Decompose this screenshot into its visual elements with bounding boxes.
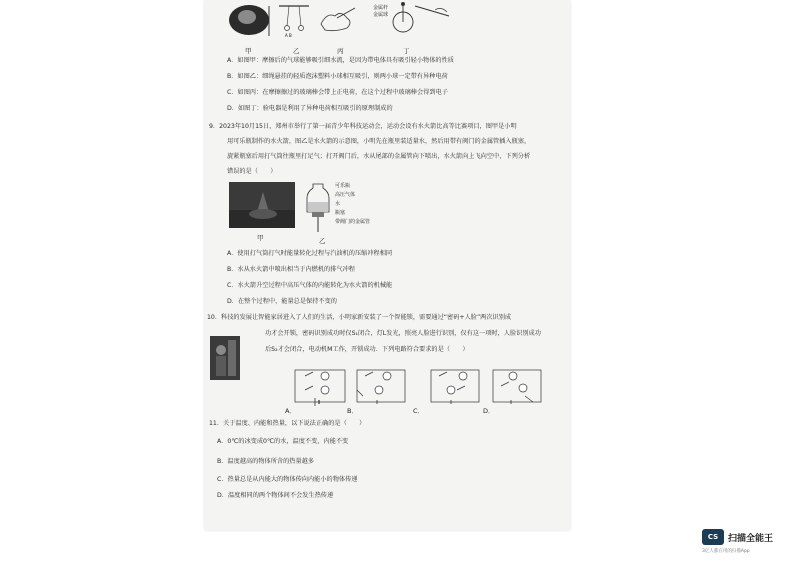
q11-option-a: A．0℃的冰变成0℃的水，温度不变，内能不变 <box>217 438 349 445</box>
q9-stem-line-2: 用可乐瓶制作的水火箭，图乙是水火箭的示意图，小明先在瓶里装适量水，然后用带有阀门的金属管插入瓶塞， <box>227 138 531 145</box>
q10-circuit-a <box>291 366 349 406</box>
q9-option-b: B．水从水火箭中喷出相当于内燃机的排气冲程 <box>227 266 355 273</box>
q9-label-tube: 带阀门的金属管 <box>335 219 371 225</box>
q9-option-d: D．在整个过程中，能量总是保持不变的 <box>227 298 337 305</box>
q9-fig-label-yi: 乙 <box>319 237 326 245</box>
scanner-watermark <box>702 527 788 555</box>
q9-stem-line-3: 旋紧瓶塞后用打气筒往瓶里打足气；打开阀门后，水从尾部的金属管向下喷出，水火箭向上飞向空中，下列分析 <box>227 153 531 160</box>
q10-photo <box>210 336 240 380</box>
scanner-app-name: 扫描全能王 <box>728 534 774 544</box>
q8-figure-yi <box>277 2 311 38</box>
q11-option-c: C．热量总是从内能大的物体传向内能小的物体传递 <box>217 476 358 483</box>
q8-figure-jia <box>225 2 275 38</box>
q8-figure-bing <box>317 4 357 34</box>
q8-option-a: A．如图甲：摩擦后的气球能够吸引细水流，是因为带电体具有吸引轻小物体的性质 <box>227 57 454 64</box>
q10-stem-line-1: 10．科技的发展让智能家居进入了人们的生活，小明家新安装了一个智能锁，需要通过“密码+人脸”两次识别成 <box>207 314 512 321</box>
q9-photo-jia <box>229 182 295 228</box>
q8-fig-label-bing: 丙 <box>337 47 344 55</box>
q10-circuit-d <box>489 366 545 406</box>
scanner-tagline: 3亿人都在用的扫描App <box>702 549 750 554</box>
q9-label-water: 水 <box>335 201 341 207</box>
q11-option-b: B．温度越高的物体所含的热量越多 <box>217 458 315 465</box>
q9-option-c: C．水火箭升空过程中高压气体的内能转化为水火箭的机械能 <box>227 282 393 289</box>
q10-circuit-label-c: C． <box>413 407 425 415</box>
scanner-logo-icon: CS <box>702 529 724 545</box>
q8-ding-label-rod: 金属杆 <box>373 5 389 11</box>
q8-fig-label-jia: 甲 <box>245 47 252 55</box>
q10-circuit-c <box>427 366 483 406</box>
q9-label-gas: 高压气体 <box>335 192 356 198</box>
q9-label-bottle: 可乐瓶 <box>335 183 351 189</box>
q11-stem: 11．关于温度、内能和热量，以下说法正确的是（ ） <box>209 420 366 427</box>
q10-circuit-label-a: A． <box>285 407 296 415</box>
q9-option-a: A．使用打气筒打气时能量转化过程与汽油机的压缩冲程相同 <box>227 250 393 257</box>
q11-option-d: D．温度相同的两个物体间不会发生热传递 <box>217 492 334 499</box>
q10-stem-line-2: 功才会开锁，密码识别成功时仅S₁闭合，灯L发光，照亮人脸进行识别，仅有这一项时，人脸识别成功 <box>265 330 541 337</box>
q9-diagram-yi <box>303 182 333 234</box>
q8-option-c: C．如图丙：在摩擦擦过的玻璃棒会带上正电荷，在这个过程中玻璃棒会得到电子 <box>227 89 448 96</box>
q8-fig-label-yi: 乙 <box>293 47 300 55</box>
q9-label-stopper: 瓶塞 <box>335 210 346 216</box>
svg-text:A B: A B <box>285 33 292 38</box>
q8-ding-label-ball: 金属球 <box>373 12 389 18</box>
q10-circuit-label-d: D． <box>483 407 495 415</box>
q10-stem-line-3: 后S₂才会闭合，电动机M工作，开锁成功．下列电路符合要求的是（ ） <box>265 346 469 353</box>
q9-fig-label-jia: 甲 <box>257 234 264 242</box>
q10-circuit-label-b: B． <box>347 407 358 415</box>
q8-fig-label-ding: 丁 <box>403 47 410 55</box>
q9-stem-line-1: 9．2023年10月15日，郑州市举行了第一届青少年科技运动会，运动会设有水火箭比高等比赛项目，图甲是小明 <box>209 123 517 130</box>
q10-circuit-b <box>353 366 409 406</box>
q8-option-b: B．如图乙：细绳悬挂的轻质泡沫塑料小球相互吸引，则两小球一定带有异种电荷 <box>227 73 448 80</box>
scanned-exam-page <box>205 0 570 530</box>
q8-option-d: D．如图丁：验电器是利用了异种电荷相互吸引的原理制成的 <box>227 105 393 112</box>
q9-stem-line-4: 错误的是（ ） <box>227 168 277 175</box>
